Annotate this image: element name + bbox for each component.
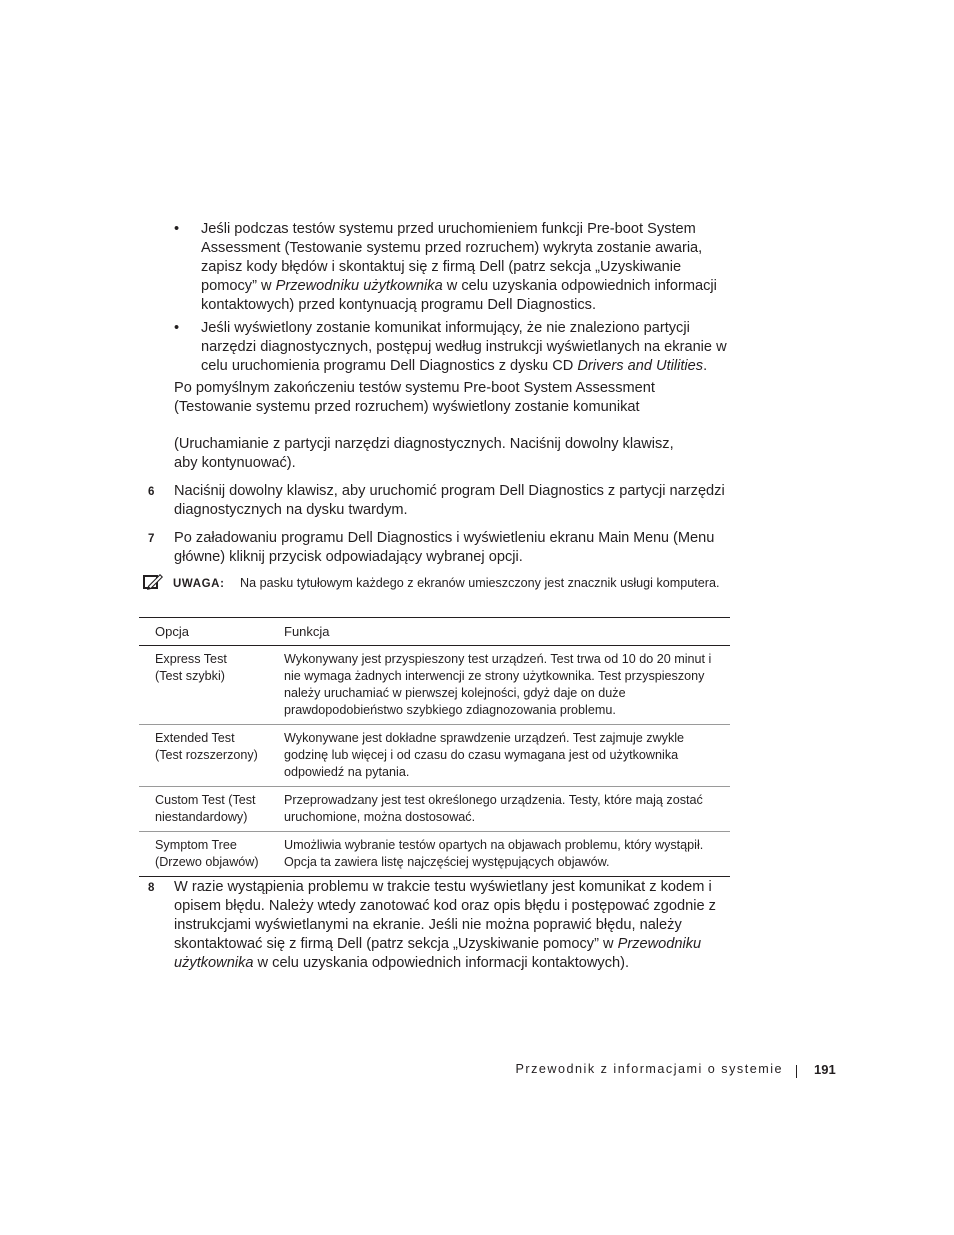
table-row	[139, 725, 730, 787]
page-footer	[0, 1062, 954, 1082]
text-segment: (Menu główne) kliknij przycisk odpowiadający wybranej opcji.	[174, 530, 715, 565]
table-header-option: Opcja	[139, 618, 269, 646]
options-table	[139, 617, 730, 877]
option-name: Custom Test (Test	[155, 793, 256, 807]
bullet-dot-icon: •	[174, 320, 180, 336]
after-bullets-paragraph: Po pomyślnym zakończeniu testów systemu Pre-boot System Assessment (Testowanie systemu przed rozruchem) wyświetlony zostanie komunikat	[174, 380, 655, 415]
bullet-text	[201, 221, 717, 313]
option-name-pl: (Test rozszerzony)	[155, 748, 258, 762]
option-name-pl: (Test szybki)	[155, 669, 225, 683]
table-row	[139, 787, 730, 832]
option-name: Symptom Tree	[155, 838, 237, 852]
step-text	[174, 529, 738, 567]
step-number: 6	[148, 486, 155, 498]
diagnostic-message: (Uruchamianie z partycji narzędzi diagnostycznych. Naciśnij dowolny klawisz, aby kontynuować).	[174, 436, 674, 471]
footer-separator	[796, 1065, 797, 1078]
step-7	[148, 529, 738, 567]
text-segment: w celu uzyskania odpowiednich informacji kontaktowych) przed kontynuacją programu Dell Diagnostics.	[201, 278, 717, 313]
italic-text: Drivers and Utilities	[577, 358, 704, 374]
step-8	[148, 878, 738, 973]
table-row	[139, 646, 730, 725]
text-segment: Naciśnij dowolny klawisz, aby uruchomić program Dell Diagnostics z partycji narzędzi diagnostycznych na dysku twardym.	[174, 483, 725, 518]
note-text: Na pasku tytułowym każdego z ekranów umieszczony jest znacznik usługi komputera.	[240, 576, 720, 590]
note-pencil-icon	[142, 573, 164, 591]
italic-text: Przewodniku użytkownika	[174, 936, 702, 971]
text-segment: w celu uzyskania odpowiednich informacji kontaktowych).	[253, 955, 630, 971]
option-cell	[139, 646, 269, 725]
function-cell: Przeprowadzany jest test określonego urządzenia. Testy, które mają zostać uruchomione, można dostosować.	[269, 787, 730, 832]
function-cell: Umożliwia wybranie testów opartych na objawach problemu, który wystąpił. Opcja ta zawiera listę najczęściej występujących objawów.	[269, 832, 730, 877]
text-segment: Jeśli podczas testów systemu przed uruchomieniem funkcji Pre-boot System Assessment (Testowanie systemu przed rozruchem) wykryta zostanie awaria, zapisz kody błędów i skontaktuj się z firmą Dell (patrz sekcja „Uzyskiwanie pomocy” w	[201, 221, 703, 294]
bullet-item	[174, 319, 734, 376]
function-cell: Wykonywany jest przyspieszony test urządzeń. Test trwa od 10 do 20 minut i nie wymaga żadnych interwencji ze strony użytkownika. Test przyspieszony należy uruchamiać w pierwszej kolejności, gdyż daje on duże prawdopodobieństwo szybkiego zdiagnozowania problemu.	[269, 646, 730, 725]
table-header-function: Funkcja	[269, 618, 730, 646]
step-number: 7	[148, 533, 155, 545]
text-segment: Jeśli wyświetlony zostanie komunikat informujący, że nie znaleziono partycji narzędzi diagnostycznych, postępuj według instrukcji wyświetlanych na ekranie w celu uruchomienia programu Dell Diagnostics z dysku CD	[201, 320, 727, 374]
text-segment: Po załadowaniu programu Dell Diagnostics i wyświetleniu ekranu	[174, 530, 599, 546]
footer-title: Przewodnik z informacjami o systemie	[515, 1062, 783, 1076]
table-row	[139, 832, 730, 877]
text-segment: .	[703, 358, 708, 374]
option-cell	[139, 725, 269, 787]
text-segment: W razie wystąpienia problemu w trakcie testu wyświetlany jest komunikat z kodem i opisem błędu. Należy wtedy zanotować kod oraz opis błędu i postępować zgodnie z instrukcjami wyświetlanymi na ekranie. Jeśli nie można poprawić błędu, należy skontaktować się z firmą Dell (patrz sekcja „Uzyskiwanie pomocy” w	[174, 879, 716, 952]
table-header-row	[139, 618, 730, 646]
option-name: Extended Test	[155, 731, 235, 745]
option-cell	[139, 832, 269, 877]
bullet-list	[174, 220, 734, 380]
step-number: 8	[148, 882, 155, 894]
bullet-text	[201, 320, 727, 374]
option-cell	[139, 787, 269, 832]
option-name-pl: niestandardowy)	[155, 810, 248, 824]
option-name: Express Test	[155, 652, 227, 666]
bullet-dot-icon: •	[174, 221, 180, 237]
step-text	[174, 878, 738, 973]
option-name-pl: (Drzewo objawów)	[155, 855, 259, 869]
function-cell: Wykonywane jest dokładne sprawdzenie urządzeń. Test zajmuje zwykle godzinę lub więcej i od czasu do czasu wymagana jest od użytkownika odpowiedź na pytania.	[269, 725, 730, 787]
step-6	[148, 482, 738, 520]
note-label: UWAGA:	[173, 578, 225, 590]
step-text	[174, 482, 738, 520]
italic-text: Przewodniku użytkownika	[275, 278, 443, 294]
ui-term: Main Menu	[598, 530, 669, 546]
bullet-item	[174, 220, 734, 315]
page-number: 191	[814, 1062, 836, 1077]
